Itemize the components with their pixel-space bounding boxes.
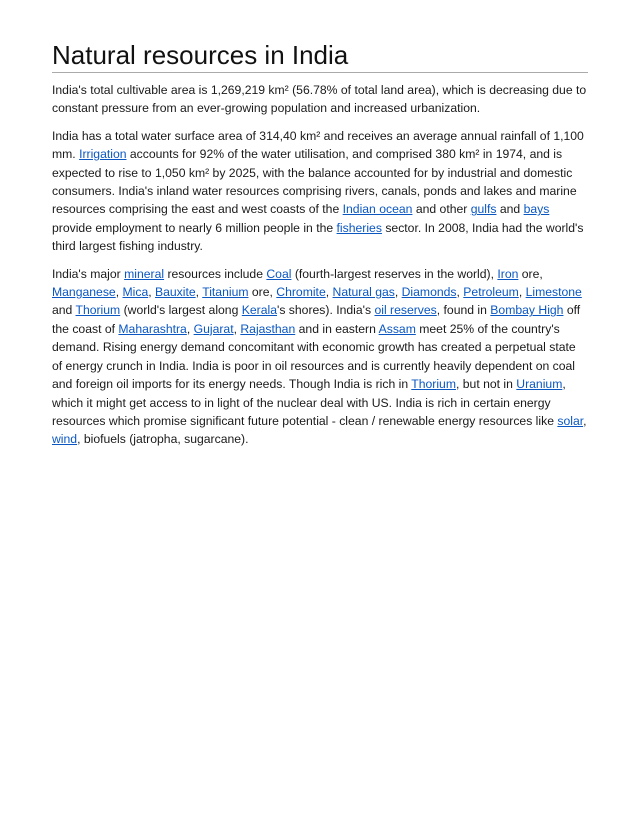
text-run: 's shores). India's	[277, 303, 375, 318]
link-petroleum[interactable]: Petroleum	[463, 285, 519, 300]
separator: ,	[233, 321, 241, 336]
link-limestone[interactable]: Limestone	[525, 285, 582, 300]
link-oil-reserves[interactable]: oil reserves	[374, 303, 437, 318]
link-mineral[interactable]: mineral	[124, 266, 165, 281]
text-run: India's major	[52, 266, 125, 281]
link-bays[interactable]: bays	[523, 202, 550, 217]
link-gujarat[interactable]: Gujarat	[193, 321, 234, 336]
link-bombay-high[interactable]: Bombay High	[490, 303, 564, 318]
link-thorium-2[interactable]: Thorium	[411, 377, 456, 392]
text-run: , which it might get access to in light of the nuclear deal with US. India is rich in certain energy resources which promise significant future potential - clean / renewable energy resources like	[52, 377, 566, 428]
document-page	[52, 40, 588, 449]
separator: ,	[583, 413, 587, 428]
separator: ,	[456, 285, 464, 300]
separator: ,	[186, 321, 194, 336]
paragraph-cultivable-area	[52, 81, 588, 118]
link-titanium[interactable]: Titanium	[202, 285, 249, 300]
text-run: (world's largest along	[120, 303, 242, 318]
text-run: meet 25% of the country's demand. Rising energy demand concomitant with economic growth has created a perpetual state of energy crunch in India. India is poor in oil resources and is currently heavily dependent on coal and foreign oil imports for its energy needs. Though India is rich in	[52, 321, 576, 392]
paragraph-water-resources	[52, 127, 588, 256]
link-irrigation[interactable]: Irrigation	[79, 147, 127, 162]
separator: ,	[115, 285, 123, 300]
text-run: and in eastern	[295, 321, 379, 336]
link-maharashtra[interactable]: Maharashtra	[118, 321, 187, 336]
text-run: ore,	[248, 285, 277, 300]
link-diamonds[interactable]: Diamonds	[401, 285, 457, 300]
text-run: sector. In 2008, India had the world's third largest fishing industry.	[52, 220, 584, 254]
link-wind[interactable]: wind	[52, 432, 78, 447]
link-solar[interactable]: solar	[557, 413, 584, 428]
separator: ,	[325, 285, 333, 300]
link-manganese[interactable]: Manganese	[52, 285, 116, 300]
link-fisheries[interactable]: fisheries	[336, 220, 382, 235]
link-mica[interactable]: Mica	[122, 285, 149, 300]
separator: ,	[518, 285, 526, 300]
link-natural-gas[interactable]: Natural gas	[332, 285, 395, 300]
link-assam[interactable]: Assam	[378, 321, 416, 336]
text-run: off the coast of	[52, 303, 581, 336]
text-run: and	[496, 202, 524, 217]
link-coal[interactable]: Coal	[266, 266, 292, 281]
link-rajasthan[interactable]: Rajasthan	[240, 321, 296, 336]
text-run: , but not in	[455, 377, 517, 392]
text-run: ore,	[518, 266, 543, 281]
link-bauxite[interactable]: Bauxite	[155, 285, 196, 300]
separator: ,	[195, 285, 203, 300]
text-run: , biofuels (jatropha, sugarcane).	[77, 432, 249, 447]
text-run: and other	[412, 202, 471, 217]
text-run: (fourth-largest reserves in the world),	[291, 266, 498, 281]
link-gulfs[interactable]: gulfs	[470, 202, 497, 217]
link-thorium[interactable]: Thorium	[75, 303, 121, 318]
separator: ,	[148, 285, 155, 300]
paragraph-mineral-resources	[52, 265, 588, 449]
link-chromite[interactable]: Chromite	[276, 285, 326, 300]
link-kerala[interactable]: Kerala	[241, 303, 277, 318]
text-run: resources include	[164, 266, 267, 281]
page-title: Natural resources in India	[52, 40, 588, 73]
text-run: India has a total water surface area of 314,40 km² and receives an average annual rainfall of 1,100 mm.	[52, 128, 584, 162]
paragraph-text: India's total cultivable area is 1,269,219 km² (56.78% of total land area), which is decreasing due to constant pressure from an ever-growing population and increased urbanization.	[52, 83, 587, 116]
text-run: and	[52, 303, 76, 318]
separator: ,	[394, 285, 402, 300]
link-uranium[interactable]: Uranium	[516, 377, 563, 392]
link-indian-ocean[interactable]: Indian ocean	[342, 202, 413, 217]
text-run: accounts for 92% of the water utilisation, and comprised 380 km² in 1974, and is expected to rise to 1,050 km² by 2025, with the balance accounted for by industrial and domestic consumers. India's inland water resources comprising rivers, canals, ponds and lakes and marine resources comprising the east and west coasts of the	[52, 147, 577, 217]
text-run: , found in	[436, 303, 491, 318]
link-iron[interactable]: Iron	[497, 266, 519, 281]
text-run: provide employment to nearly 6 million people in the	[52, 220, 337, 235]
